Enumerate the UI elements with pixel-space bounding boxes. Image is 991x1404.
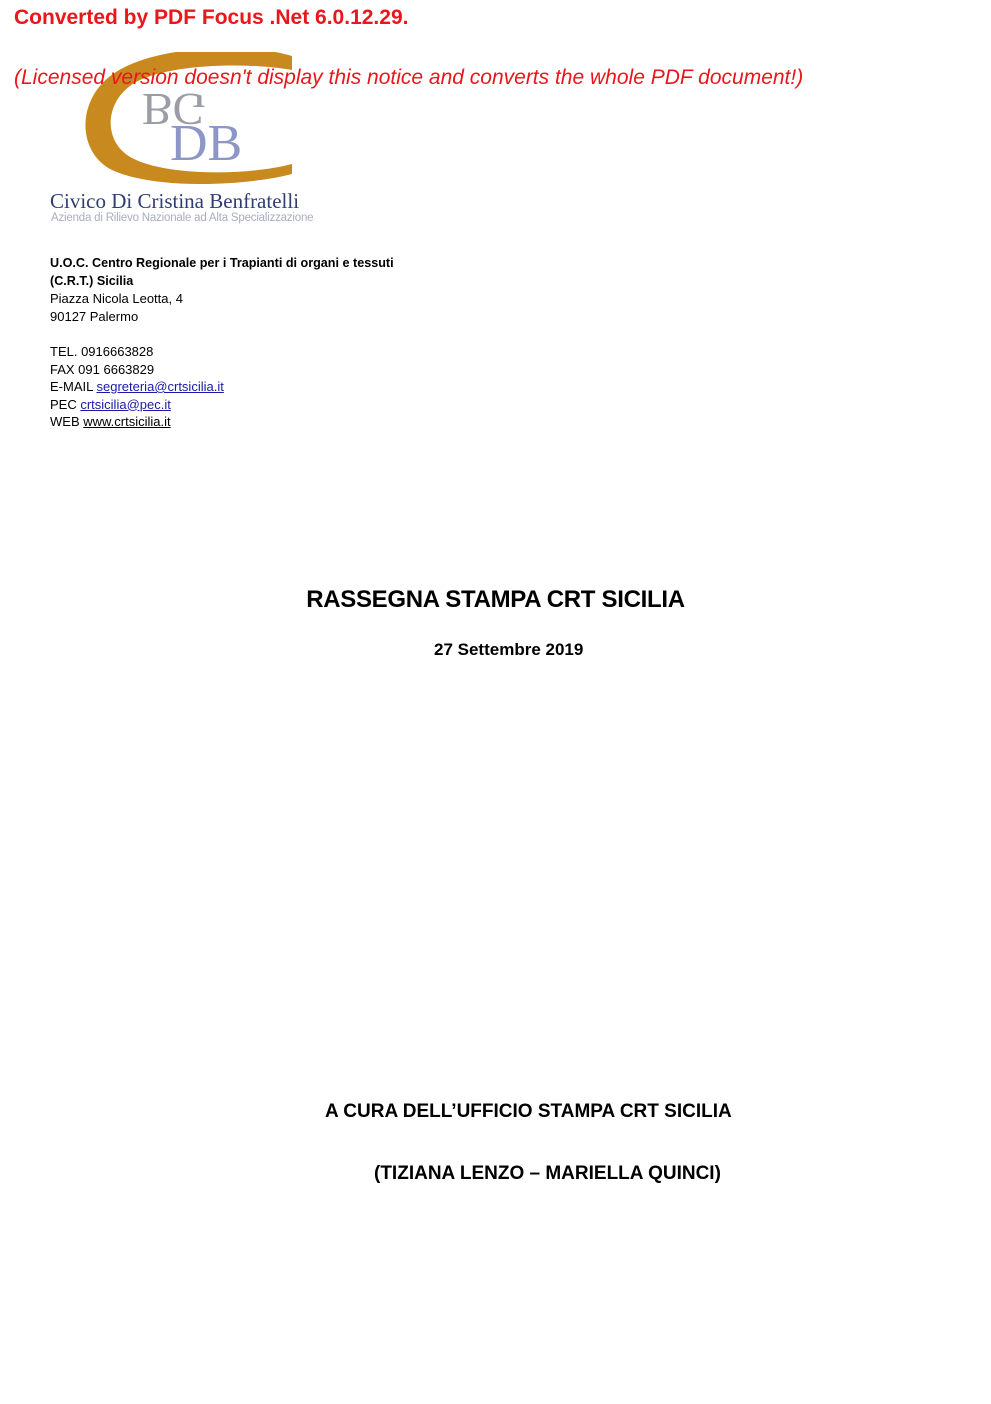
- logo-db-letters: DB: [170, 115, 243, 172]
- office-name-line1: U.O.C. Centro Regionale per i Trapianti di organi e tessuti: [50, 256, 394, 270]
- converter-notice-license: (Licensed version doesn't display this notice and converts the whole PDF document!): [14, 66, 804, 89]
- document-title: RASSEGNA STAMPA CRT SICILIA: [306, 586, 685, 613]
- office-name-line2: (C.R.T.) Sicilia: [50, 273, 134, 288]
- curated-by: A CURA DELL’UFFICIO STAMPA CRT SICILIA: [325, 1101, 732, 1122]
- web-row: [50, 413, 394, 431]
- address-street: Piazza Nicola Leotta, 4: [50, 291, 183, 306]
- pec-label: PEC: [50, 396, 81, 412]
- email-link[interactable]: segreteria@crtsicilia.it: [96, 379, 224, 394]
- logo-hospital-name: Civico Di Cristina Benfratelli: [50, 189, 300, 213]
- logo-mirrored-letters: BG: [142, 84, 206, 135]
- contact-spacer: [50, 325, 394, 343]
- email-label: E-MAIL: [50, 379, 97, 394]
- web-label: WEB: [50, 414, 84, 429]
- telephone: TEL. 0916663828: [50, 344, 154, 359]
- logo-hospital-subtitle: Azienda di Rilievo Nazionale ad Alta Specializzazione: [51, 212, 314, 224]
- contact-block: [50, 255, 394, 431]
- fax: FAX 091 6663829: [50, 361, 155, 377]
- address-city: 90127 Palermo: [50, 308, 139, 324]
- document-date: 27 Settembre 2019: [434, 640, 584, 659]
- pec-row: [50, 396, 394, 414]
- web-link[interactable]: www.crtsicilia.it: [83, 414, 171, 429]
- converter-notice-title: Converted by PDF Focus .Net 6.0.12.29.: [14, 6, 409, 29]
- pec-link[interactable]: crtsicilia@pec.it: [80, 396, 171, 412]
- email-row: [50, 378, 394, 396]
- authors: (TIZIANA LENZO – MARIELLA QUINCI): [374, 1163, 721, 1184]
